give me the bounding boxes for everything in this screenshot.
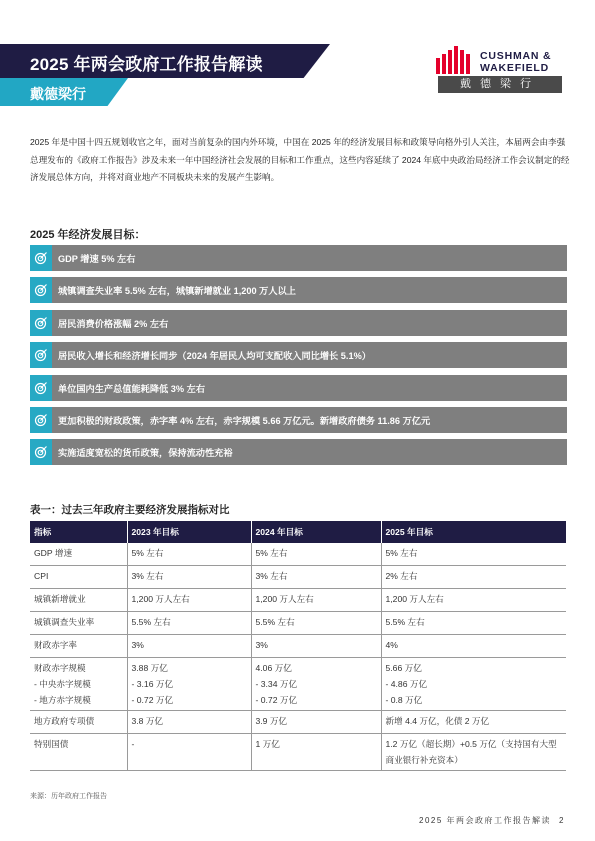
target-text: 实施适度宽松的货币政策，保持流动性充裕: [58, 448, 233, 459]
page-footer: [419, 815, 565, 826]
table-cell: 城镇调查失业率: [30, 612, 127, 635]
cell-line: 5.66 万亿: [385, 663, 422, 673]
cushman-wakefield-logo: [434, 44, 564, 96]
column-header: 2024 年目标: [251, 521, 381, 543]
target-icon: [30, 342, 52, 368]
logo-chinese-name: 戴德梁行: [438, 76, 562, 93]
table-cell: [251, 658, 381, 711]
targets-list: [30, 245, 567, 472]
table-cell: 3.8 万亿: [127, 711, 251, 734]
table-cell: -: [127, 734, 251, 771]
table-cell: 4%: [381, 635, 566, 658]
table-cell: 1.2 万亿（超长期）+0.5 万亿（支持国有大型商业银行补充资本）: [381, 734, 566, 771]
target-text: 城镇调查失业率 5.5% 左右，城镇新增就业 1,200 万人以上: [58, 286, 296, 297]
target-text: GDP 增速 5% 左右: [58, 254, 136, 264]
target-text: 居民消费价格涨幅 2% 左右: [58, 318, 169, 329]
table-cell: [381, 658, 566, 711]
target-item: [30, 277, 567, 303]
table-row: [30, 658, 566, 711]
table-cell: CPI: [30, 566, 127, 589]
table-row: [30, 612, 566, 635]
footer-title: 2025 年两会政府工作报告解读: [419, 816, 552, 825]
cell-line: - 0.8 万亿: [385, 695, 423, 705]
table-cell: [127, 658, 251, 711]
target-icon: [30, 375, 52, 401]
table-cell: 5% 左右: [127, 543, 251, 566]
cell-line: - 中央赤字规模: [34, 679, 91, 689]
page-number: 2: [559, 816, 565, 825]
cell-line: - 3.34 万亿: [255, 679, 298, 689]
table-cell: 地方政府专项债: [30, 711, 127, 734]
target-item: [30, 245, 567, 271]
table-cell: 1,200 万人左右: [127, 589, 251, 612]
target-item: [30, 375, 567, 401]
intro-paragraph: 2025 年是中国十四五规划收官之年，面对当前复杂的国内外环境，中国在 2025 年的经济发展目标和政策导向格外引人关注，本届两会由李强总理发布的《政府工作报告》涉及未来一年中国经济社会发展的目标和工作重点，这些内容延续了 2024 年底中央政治局经济工作会议制定的经济发展总体方向，并将对商业地产不同板块未来的发展产生影响。: [30, 137, 570, 182]
table-cell: 新增 4.4 万亿，化债 2 万亿: [381, 711, 566, 734]
column-header: 2025 年目标: [381, 521, 566, 543]
target-icon: [30, 407, 52, 433]
table-cell: 5% 左右: [251, 543, 381, 566]
table-cell: 财政赤字率: [30, 635, 127, 658]
table-cell: 1 万亿: [251, 734, 381, 771]
table-cell: GDP 增速: [30, 543, 127, 566]
table-cell: 5.5% 左右: [381, 612, 566, 635]
table-cell: 3%: [127, 635, 251, 658]
table-cell: 3%: [251, 635, 381, 658]
table-row: [30, 711, 566, 734]
target-item: [30, 342, 567, 368]
page-subtitle: 戴德梁行: [30, 86, 86, 102]
page-title: 2025 年两会政府工作报告解读: [30, 55, 263, 74]
target-icon: [30, 277, 52, 303]
logo-text-line1: CUSHMAN &: [480, 50, 552, 62]
target-icon: [30, 310, 52, 336]
target-item: [30, 407, 567, 433]
table-row: [30, 566, 566, 589]
table-cell: 2% 左右: [381, 566, 566, 589]
cell-line: 4.06 万亿: [255, 663, 292, 673]
target-text: 单位国内生产总值能耗降低 3% 左右: [58, 383, 206, 394]
cell-line: - 地方赤字规模: [34, 695, 91, 705]
target-text: 更加积极的财政政策，赤字率 4% 左右，赤字规模 5.66 万亿元。新增政府债务 11.86 万亿元: [58, 415, 431, 426]
table-cell: 5.5% 左右: [251, 612, 381, 635]
column-header: 指标: [30, 521, 127, 543]
logo-text-line2: WAKEFIELD: [480, 62, 550, 74]
table-cell: 1,200 万人左右: [381, 589, 566, 612]
table-cell: 城镇新增就业: [30, 589, 127, 612]
cell-line: 3.88 万亿: [131, 663, 168, 673]
table-cell: 3% 左右: [251, 566, 381, 589]
table-row: [30, 635, 566, 658]
table-row: [30, 589, 566, 612]
target-icon: [30, 439, 52, 465]
table-cell: 3% 左右: [127, 566, 251, 589]
table-title: 表一：过去三年政府主要经济发展指标对比: [30, 504, 230, 516]
cell-line: - 4.86 万亿: [385, 679, 428, 689]
cell-line: - 3.16 万亿: [131, 679, 174, 689]
logo-building-icon: [434, 46, 474, 74]
cell-line: 财政赤字规模: [34, 663, 86, 673]
table-cell: 1,200 万人左右: [251, 589, 381, 612]
table-row: [30, 543, 566, 566]
target-item: [30, 439, 567, 465]
target-text: 居民收入增长和经济增长同步（2024 年居民人均可支配收入同比增长 5.1%）: [58, 351, 371, 362]
source-note: 来源：历年政府工作报告: [30, 793, 107, 800]
column-header: 2023 年目标: [127, 521, 251, 543]
indicator-comparison-table: [30, 521, 566, 771]
table-cell: 5% 左右: [381, 543, 566, 566]
cell-line: - 0.72 万亿: [131, 695, 174, 705]
table-cell: 5.5% 左右: [127, 612, 251, 635]
table-cell: 3.9 万亿: [251, 711, 381, 734]
targets-section-title: 2025 年经济发展目标：: [30, 229, 146, 241]
table-cell: [30, 658, 127, 711]
target-item: [30, 310, 567, 336]
cell-line: - 0.72 万亿: [255, 695, 298, 705]
target-icon: [30, 245, 52, 271]
table-header-row: [30, 521, 566, 543]
table-cell: 特别国债: [30, 734, 127, 771]
table-row: [30, 734, 566, 771]
